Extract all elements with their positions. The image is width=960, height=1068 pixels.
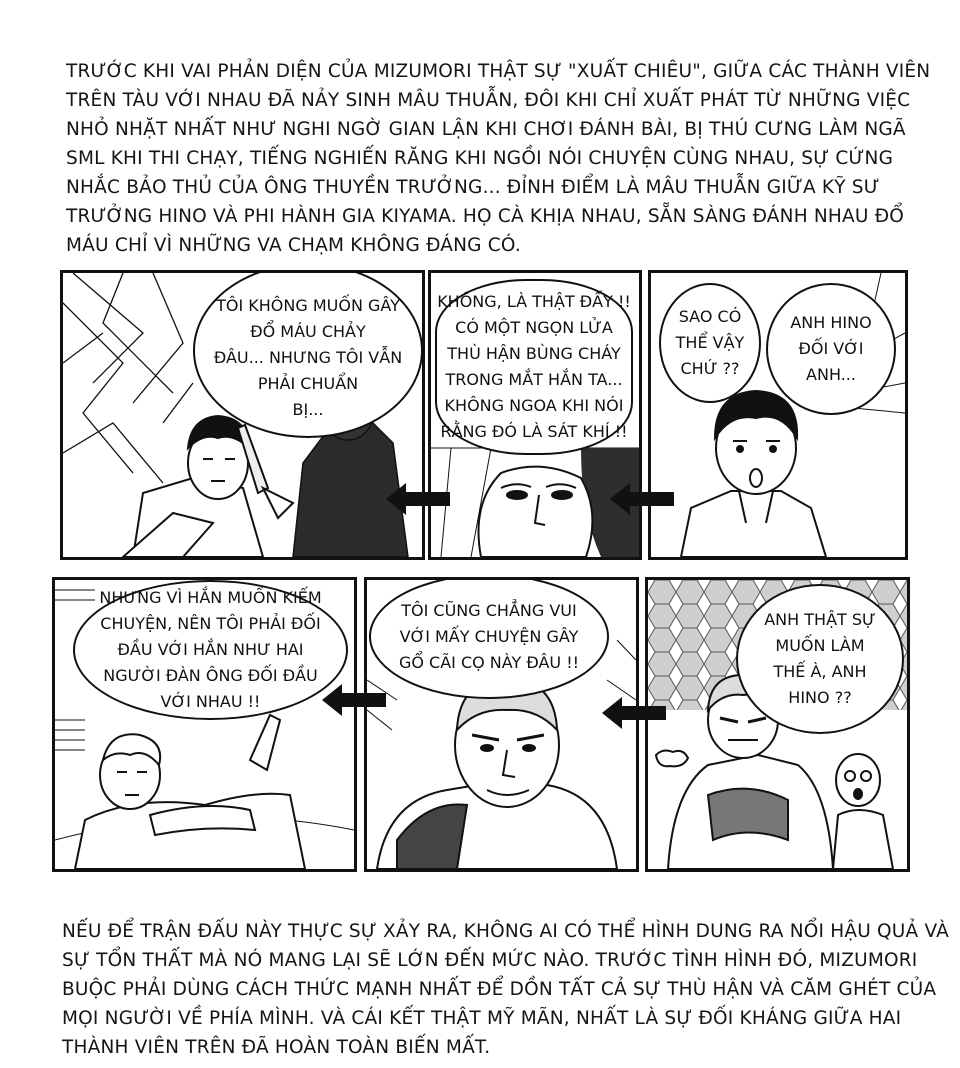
speech-text: RẰNG ĐÓ LÀ SÁT KHÍ !!	[440, 422, 628, 441]
speech-text: THỂ VẬY	[675, 333, 745, 352]
caption-line: TRƯỞNG HINO VÀ PHI HÀNH GIA KIYAMA. HỌ CÀ KHỊA NHAU, SẴN SÀNG ĐÁNH NHAU ĐỔ	[66, 206, 905, 227]
speech-text: ANH...	[806, 365, 856, 384]
speech-text: BỊ...	[292, 399, 324, 419]
speech-text: SAO CÓ	[678, 307, 742, 326]
caption-line: MÁU CHỈ VÌ NHỮNG VA CHẠM KHÔNG ĐÁNG CÓ.	[66, 235, 521, 256]
speech-text: HINO ??	[788, 688, 852, 707]
arrow-left-icon	[386, 483, 450, 515]
manga-panel-6	[645, 577, 910, 872]
speech-text: ĐỔ MÁU CHẢY	[250, 321, 366, 341]
caption-line: SML KHI THI CHẠY, TIẾNG NGHIẾN RĂNG KHI NGỒI NÓI CHUYỆN CÙNG NHAU, SỰ CỨNG	[66, 148, 894, 169]
speech-text: TÔI KHÔNG MUỐN GÂY	[216, 295, 400, 315]
speech-text: ĐÂU... NHƯNG TÔI VẪN	[213, 347, 403, 367]
speech-text: CÓ MỘT NGỌN LỬA	[455, 318, 613, 337]
speech-text: MUỐN LÀM	[775, 636, 865, 655]
speech-text: ANH THẬT SỰ	[764, 610, 876, 629]
manga-panel-4	[52, 577, 357, 872]
speech-bubble-small	[659, 283, 761, 403]
speech-text: THẾ À, ANH	[773, 662, 867, 681]
caption-line: NHỎ NHẶT NHẤT NHƯ NGHI NGỜ GIAN LẬN KHI CHƠI ĐÁNH BÀI, BỊ THÚ CƯNG LÀM NGÃ	[66, 119, 906, 140]
speech-text: ANH HINO	[790, 313, 872, 332]
speech-bubble	[369, 577, 609, 699]
caption-line: NẾU ĐỂ TRẬN ĐẤU NÀY THỰC SỰ XẢY RA, KHÔNG AI CÓ THỂ HÌNH DUNG RA NỔI HẬU QUẢ VÀ	[62, 921, 950, 942]
arrow-left-icon	[602, 697, 666, 729]
speech-bubble	[193, 270, 423, 438]
manga-panel-5	[364, 577, 639, 872]
speech-text: KHÔNG NGOA KHI NÓI	[444, 396, 624, 415]
speech-bubble	[736, 584, 904, 734]
arrow-left-icon	[322, 684, 386, 716]
speech-text: ĐỐI VỚI	[798, 339, 864, 358]
speech-text: TRONG MẮT HẮN TA...	[445, 370, 623, 389]
speech-bubble	[435, 279, 633, 455]
speech-bubble-small	[766, 283, 896, 415]
intro-caption	[66, 57, 930, 260]
speech-text: CHỨ ??	[680, 359, 740, 378]
speech-text: PHẢI CHUẨN	[257, 373, 359, 393]
arrow-left-icon	[610, 483, 674, 515]
speech-text: GỔ CÃI CỌ NÀY ĐÂU !!	[398, 652, 580, 672]
manga-panel-2	[428, 270, 642, 560]
outro-caption	[62, 917, 949, 1062]
speech-text: CHUYỆN, NÊN TÔI PHẢI ĐỐI	[100, 614, 321, 633]
speech-text: VỚI MẤY CHUYỆN GÂY	[399, 626, 579, 646]
caption-line: TRƯỚC KHI VAI PHẢN DIỆN CỦA MIZUMORI THẬT SỰ "XUẤT CHIÊU", GIỮA CÁC THÀNH VIÊN	[66, 61, 931, 82]
speech-text: ĐẦU VỚI HẮN NHƯ HAI	[117, 640, 304, 659]
caption-line: NHẮC BẢO THỦ CỦA ÔNG THUYỀN TRƯỞNG... ĐỈNH ĐIỂM LÀ MÂU THUẪN GIỮA KỸ SƯ	[66, 177, 880, 198]
speech-text: VỚI NHAU !!	[160, 692, 261, 711]
speech-text: NHƯNG VÌ HẮN MUỐN KIẾM	[99, 588, 322, 607]
speech-text: TÔI CŨNG CHẲNG VUI	[401, 600, 577, 620]
caption-line: THÀNH VIÊN TRÊN ĐÃ HOÀN TOÀN BIẾN MẤT.	[62, 1037, 491, 1058]
caption-line: TRÊN TÀU VỚI NHAU ĐÃ NẢY SINH MÂU THUẪN, ĐÔI KHI CHỈ XUẤT PHÁT TỪ NHỮNG VIỆC	[66, 90, 911, 111]
caption-line: MỌI NGƯỜI VỀ PHÍA MÌNH. VÀ CÁI KẾT THẬT MỸ MÃN, NHẤT LÀ SỰ ĐỐI KHÁNG GIỮA HAI	[62, 1008, 902, 1029]
speech-text: THÙ HẬN BÙNG CHÁY	[447, 344, 621, 363]
caption-line: BUỘC PHẢI DÙNG CÁCH THỨC MẠNH NHẤT ĐỂ DỒN TẤT CẢ SỰ THÙ HẬN VÀ CĂM GHÉT CỦA	[62, 979, 937, 1000]
speech-text: KHÔNG, LÀ THẬT ĐẤY !!	[437, 292, 631, 311]
speech-text: NGƯỜI ĐÀN ÔNG ĐỐI ĐẦU	[103, 666, 318, 685]
manga-panel-1	[60, 270, 425, 560]
manga-panel-3	[648, 270, 908, 560]
caption-line: SỰ TỔN THẤT MÀ NÓ MANG LẠI SẼ LỚN ĐẾN MỨC NÀO. TRƯỚC TÌNH HÌNH ĐÓ, MIZUMORI	[62, 950, 918, 971]
speech-bubble	[73, 580, 348, 720]
